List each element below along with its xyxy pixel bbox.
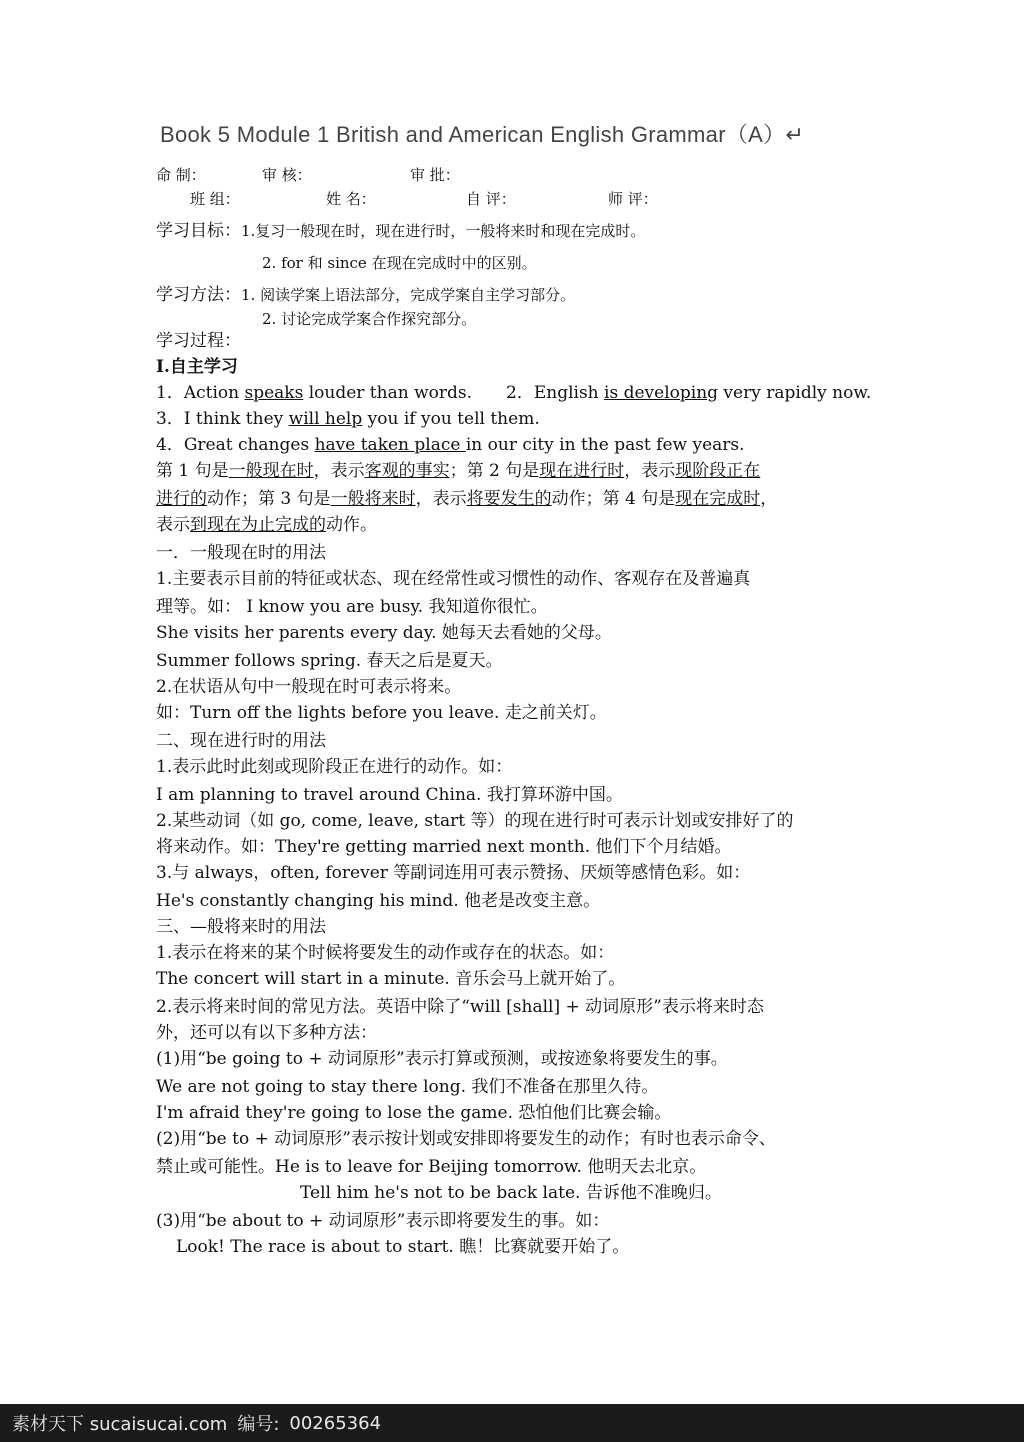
exp-text: ，表示: [415, 489, 467, 509]
objectives-label: 学习目标：: [156, 221, 241, 241]
sentence-4-verb: have taken place: [314, 435, 466, 455]
exp-text: ，表示: [313, 461, 365, 481]
watermark-id-value: 00265364: [289, 1412, 382, 1434]
present-progressive-line: 2.某些动词（如 go, come, leave, start 等）的现在进行时可表示计划或安排好了的: [156, 811, 794, 831]
sentence-1-verb: speaks: [244, 383, 304, 403]
section-heading-self-study: Ⅰ.自主学习: [156, 357, 238, 377]
future-simple-heading: 三、—般将来时的用法: [156, 917, 326, 937]
exp-term: 现在进行时: [539, 461, 625, 481]
watermark-id-label: 编号:: [237, 1414, 280, 1435]
sentence-3-prefix: 3．I think they: [156, 409, 289, 429]
objective-item-2: 2. for 和 since 在现在完成时中的区别。: [262, 254, 537, 272]
methods-row: [156, 284, 575, 306]
exp-term: 一般将来时: [330, 489, 416, 509]
objective-item-1: 1.复习一般现在时，现在进行时，一般将来时和现在完成时。: [241, 222, 646, 240]
meta-self-eval: 自 评：: [466, 190, 516, 208]
explanation-line-1: [156, 460, 760, 482]
exp-text: 动作；第 3 句是: [207, 489, 331, 509]
process-label: 学习过程：: [156, 331, 241, 351]
present-simple-line: She visits her parents every day. 她每天去看她的父母。: [156, 623, 612, 643]
present-progressive-heading: 二、现在进行时的用法: [156, 731, 326, 751]
present-simple-line: 理等。如： I know you are busy. 我知道你很忙。: [156, 597, 548, 617]
present-simple-line: 2.在状语从句中一般现在时可表示将来。: [156, 677, 462, 697]
present-simple-line: 1.主要表示目前的特征或状态、现在经常性或习惯性的动作、客观存在及普遍真: [156, 569, 751, 589]
future-simple-line: The concert will start in a minute. 音乐会马上就开始了。: [156, 969, 626, 989]
methods-label: 学习方法：: [156, 285, 241, 305]
example-sentence-4: [156, 434, 745, 456]
sentence-1-rest: louder than words.: [303, 383, 473, 403]
watermark-site: 素材天下 sucaisucai.com: [12, 1414, 228, 1435]
meta-compile: 命 制：: [156, 166, 206, 184]
exp-term: 客观的事实: [364, 461, 450, 481]
exp-text: ，表示: [624, 461, 676, 481]
exp-term: 一般现在时: [228, 461, 314, 481]
meta-approve: 审 批：: [410, 166, 460, 184]
exp-term: 将要发生的: [466, 489, 552, 509]
future-simple-line: (1)用“be going to + 动词原形”表示打算或预测，或按迹象将要发生的事。: [156, 1049, 728, 1069]
objectives-row: [156, 220, 645, 242]
meta-teacher-eval: 师 评：: [608, 190, 658, 208]
meta-review: 审 核：: [262, 166, 312, 184]
sentence-4-prefix: 4．Great changes: [156, 435, 315, 455]
future-simple-line: We are not going to stay there long. 我们不准备在那里久待。: [156, 1077, 659, 1097]
present-simple-line: Summer follows spring. 春天之后是夏天。: [156, 651, 503, 671]
exp-text: ；第 2 句是: [449, 461, 540, 481]
present-progressive-line: 1.表示此时此刻或现阶段正在进行的动作。如：: [156, 757, 513, 777]
sentence-3-rest: you if you tell them.: [362, 409, 540, 429]
future-simple-line: 2.表示将来时间的常见方法。英语中除了“will [shall] + 动词原形”表示将来时态: [156, 997, 764, 1017]
watermark-bar: [0, 1404, 1024, 1442]
sentence-3-verb: will help: [288, 409, 363, 429]
explanation-line-2: 进行的动作；第 3 句是一般将来时，表示将要发生的动作；第 4 句是现在完成时，: [156, 489, 778, 509]
future-simple-line: (2)用“be to + 动词原形”表示按计划或安排即将要发生的动作；有时也表示命令、: [156, 1129, 776, 1149]
meta-name: 姓 名：: [326, 190, 376, 208]
method-item-1: 1. 阅读学案上语法部分，完成学案自主学习部分。: [241, 286, 576, 304]
future-simple-line: I'm afraid they're going to lose the game. 恐怕他们比赛会输。: [156, 1103, 672, 1123]
method-item-2: 2. 讨论完成学案合作探究部分。: [262, 310, 477, 328]
future-simple-line: 外，还可以有以下多种方法：: [156, 1023, 377, 1043]
sentence-2-prefix: 2．English: [506, 383, 605, 403]
sentence-1-prefix: 1．Action: [156, 383, 245, 403]
exp-text: 动作；第 4 句是: [551, 489, 676, 509]
exp-text: 第 1 句是: [156, 461, 229, 481]
explanation-line-3: [156, 514, 377, 536]
exp-text: 动作。: [326, 515, 377, 535]
present-progressive-line: 将来动作。如：They're getting married next month. 他们下个月结婚。: [156, 837, 732, 857]
meta-class-group: 班 组：: [190, 190, 240, 208]
future-simple-line: 禁止或可能性。He is to leave for Beijing tomorrow. 他明天去北京。: [156, 1157, 707, 1177]
present-progressive-line: 3.与 always，often, forever 等副词连用可表示赞扬、厌烦等感情色彩。如：: [156, 863, 751, 883]
exp-term: 现阶段正在: [675, 461, 761, 481]
present-progressive-line: I am planning to travel around China. 我打算环游中国。: [156, 785, 623, 805]
future-simple-line: (3)用“be about to + 动词原形”表示即将要发生的事。如：: [156, 1211, 610, 1231]
present-progressive-line: He's constantly changing his mind. 他老是改变主意。: [156, 891, 601, 911]
exp-term: 进行的: [156, 489, 207, 509]
sentence-2-rest: very rapidly now.: [718, 383, 872, 403]
exp-text: 表示: [156, 515, 190, 535]
future-simple-line: Tell him he's not to be back late. 告诉他不准晚归。: [300, 1183, 722, 1203]
example-sentence-1-2: [156, 382, 871, 404]
example-sentence-3: [156, 408, 540, 430]
sentence-2-verb: is developing: [604, 383, 719, 403]
exp-term: 现在完成时: [675, 489, 761, 509]
present-simple-heading: 一．一般现在时的用法: [156, 543, 326, 563]
future-simple-line: 1.表示在将来的某个时候将要发生的动作或存在的状态。如：: [156, 943, 615, 963]
present-simple-line: 如：Turn off the lights before you leave. 走之前关灯。: [156, 703, 607, 723]
exp-term: 到现在为止完成的: [190, 515, 326, 535]
sentence-4-rest: in our city in the past few years.: [465, 435, 745, 455]
future-simple-line: Look! The race is about to start. 瞧！比赛就要开始了。: [176, 1237, 630, 1257]
page-title: Book 5 Module 1 British and American English Grammar（A）↵: [160, 122, 805, 147]
